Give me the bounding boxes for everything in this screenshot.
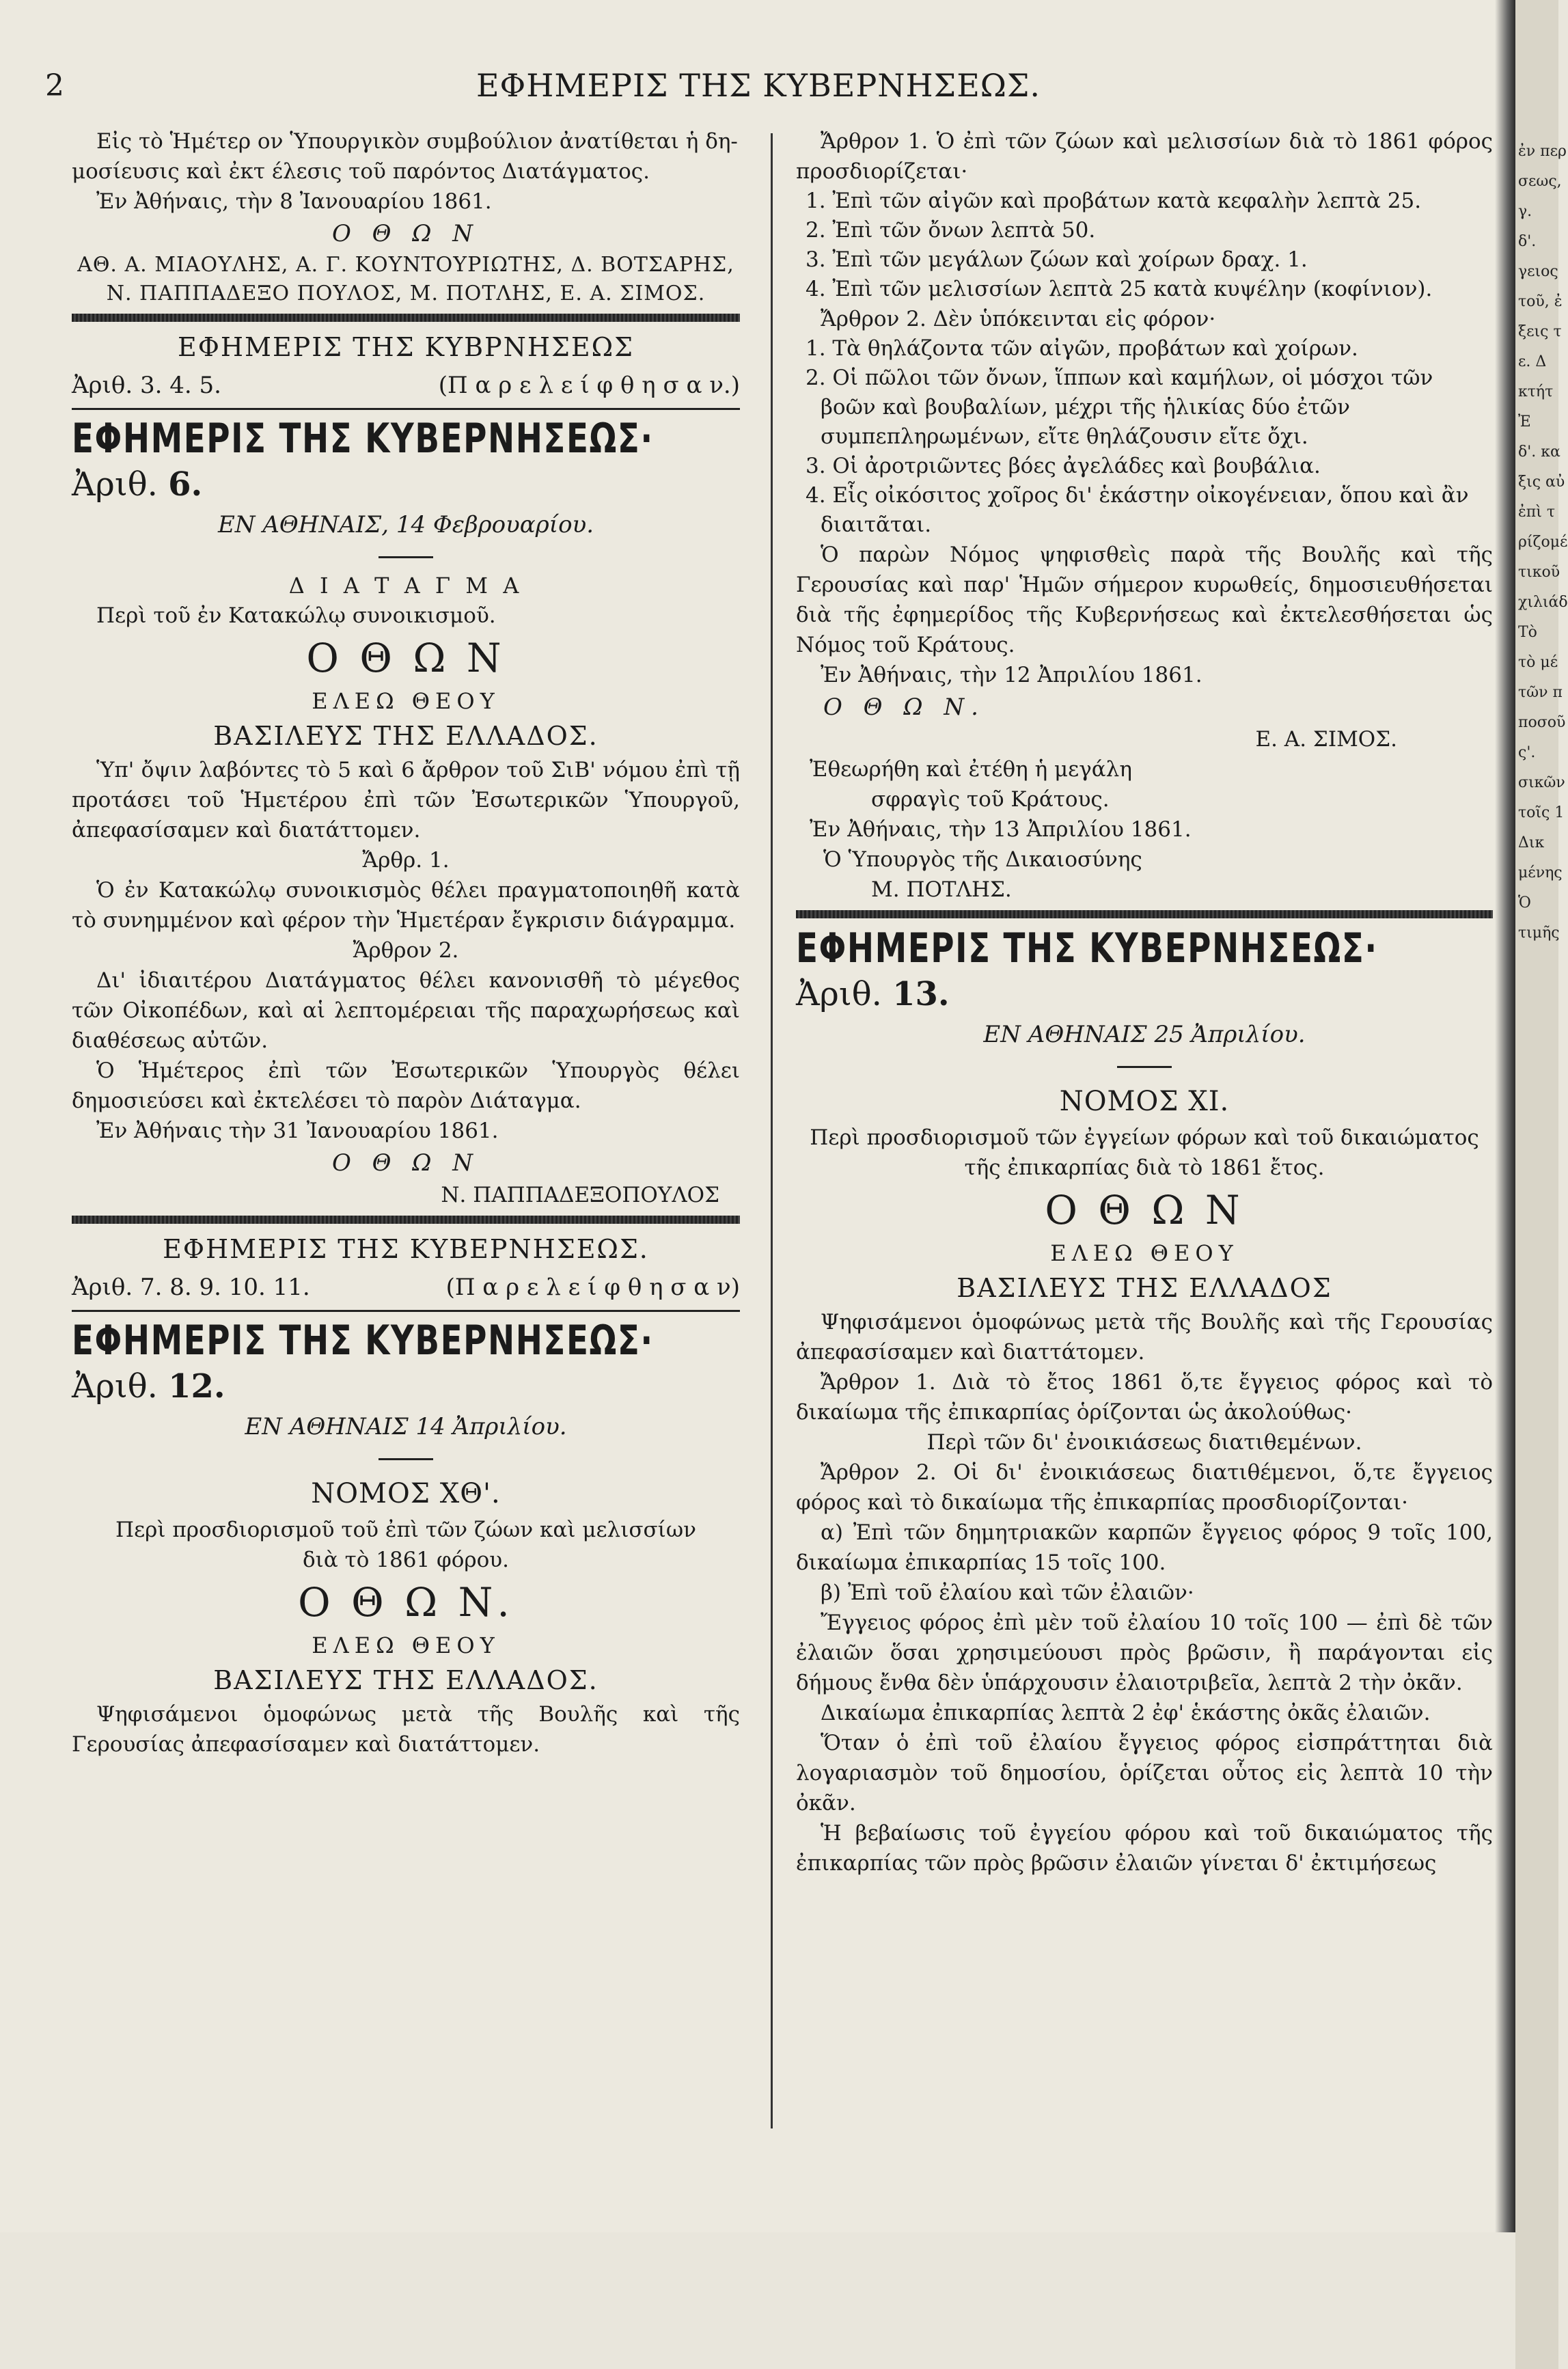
issue12-othon: Ο Θ Ω Ν.: [298, 1579, 514, 1626]
omitted2-numbers: Ἀριθ. 7. 8. 9. 10. 11.: [72, 1274, 310, 1301]
issue12-king: ΒΑΣΙΛΕΥΣ ΤΗΣ ΕΛΛΑΔΟΣ.: [213, 1665, 599, 1695]
intro-signatories-1: ΑΘ. Α. ΜΙΑΟΥΛΗΣ, Α. Γ. ΚΟΥΝΤΟΥΡΙΩΤΗΣ, Δ. ΒΟΤΣΑΡΗΣ,: [77, 253, 734, 277]
law-xth-list1: [796, 187, 1493, 304]
issue13-item-b: β) Ἐπὶ τοῦ ἐλαίου καὶ τῶν ἐλαιῶν·: [821, 1580, 1194, 1605]
edge-fragment: Δικ: [1518, 834, 1545, 851]
issue13-subject-2: τῆς ἐπικαρπίας διὰ τὸ 1861 ἔτος.: [964, 1155, 1325, 1180]
edge-fragment: τοῦ, ἐ: [1518, 293, 1563, 310]
issue12-elew-theou: ΕΛΕΩ ΘΕΟΥ: [312, 1632, 500, 1658]
edge-fragment: σικῶν: [1518, 774, 1565, 791]
intro-line2: μοσίευσις καὶ ἐκτ έλεσις τοῦ παρόντος Διατάγματος.: [72, 159, 650, 184]
issue13-number-value: 13.: [892, 975, 950, 1013]
edge-fragment: Ὁ: [1518, 894, 1531, 912]
list-item: 1. Τὰ θηλάζοντα τῶν αἰγῶν, προβάτων καὶ χοίρων.: [806, 336, 1358, 361]
issue13-subject-1: Περὶ προσδιορισμοῦ τῶν ἐγγείων φόρων καὶ τοῦ δικαιώματος: [810, 1125, 1479, 1150]
header-title: ΕΦΗΜΕΡΙΣ ΤΗΣ ΚΥΒΕΡΝΗΣΕΩΣ.: [476, 67, 1041, 104]
issue13-item-a: α) Ἐπὶ τῶν δημητριακῶν καρπῶν ἔγγειος φόρος 9 τοῖς 100, δικαίωμα ἐπικαρπίας 15 τοῖς 100.: [796, 1520, 1493, 1575]
edge-fragment: χιλιάδ: [1518, 594, 1568, 611]
omitted2-note: (Π α ρ ε λ ε ί φ θ η σ α ν): [445, 1274, 740, 1301]
omitted1-note: (Π α ρ ε λ ε ί φ θ η σ α ν.): [438, 372, 740, 399]
issue6-dateline: ΕΝ ΑΘΗΝΑΙΣ, 14 Φεβρουαρίου.: [217, 511, 594, 538]
issue12-subject-1: Περὶ προσδιορισμοῦ τοῦ ἐπὶ τῶν ζώων καὶ μελισσίων: [115, 1518, 696, 1542]
issue13-art1: Ἄρθρον 1. Διὰ τὸ ἔτος 1861 ὅ,τε ἔγγειος φόρος καὶ τὸ δικαίωμα τῆς ἐπικαρπίας ὁρίζονται ὡς ἀκολούθως·: [796, 1370, 1493, 1425]
law-xth-seal-minister-2: Μ. ΠΟΤΛΗΣ.: [871, 877, 1012, 902]
omitted1-numbers: Ἀριθ. 3. 4. 5.: [72, 372, 221, 399]
edge-fragment: ἐπὶ τ: [1518, 504, 1556, 521]
issue12-number-value: 12.: [168, 1367, 225, 1406]
left-column: [72, 126, 740, 1759]
issue13-preamble: Ψηφισάμενοι ὁμοφώνως μετὰ τῆς Βουλῆς καὶ τῆς Γερουσίας ἀπεφασίσαμεν καὶ διαττάτομεν.: [796, 1310, 1493, 1365]
law-xth-art1: Ἄρθρον 1. Ὁ ἐπὶ τῶν ζώων καὶ μελισσίων διὰ τὸ 1861 φόρος προσδιορίζεται·: [796, 129, 1493, 184]
edge-fragment: τὸ μέ: [1518, 654, 1558, 671]
issue6-king: ΒΑΣΙΛΕΥΣ ΤΗΣ ΕΛΛΑΔΟΣ.: [213, 721, 599, 751]
issue6-number-label: Ἀριθ.: [72, 465, 158, 504]
issue13-art2: Ἄρθρον 2. Οἱ δι' ἐνοικιάσεως διατιθέμενοι, ὅ,τε ἔγγειος φόρος καὶ τὸ δικαίωμα τῆς ἐπικαρπίας προσδιορίζονται·: [796, 1460, 1493, 1515]
omitted1-row: [72, 367, 740, 404]
issue6-heading: Δ Ι Α Τ Α Γ Μ Α: [288, 573, 523, 599]
issue13-dateline: ΕΝ ΑΘΗΝΑΙΣ 25 Ἀπριλίου.: [983, 1021, 1306, 1048]
section-rule: [72, 1310, 740, 1312]
short-rule: [379, 556, 433, 558]
column-divider: [771, 133, 773, 2128]
issue13-item-b-text: Ἔγγειος φόρος ἐπὶ μὲν τοῦ ἐλαίου 10 τοῖς 100 — ἐπὶ δὲ τῶν ἐλαιῶν ὅσαι χρησιμεύουσι πρὸς βρῶσιν, ἢ παράγονται εἰς δήμους ἔνθα δὲν ὑπάρχουσιν ἐλαιοτριβεῖα, λεπτὰ 2 τὴν ὀκᾶν.: [796, 1611, 1493, 1695]
list-item: 4. Εἷς οἰκόσιτος χοῖρος δι' ἑκάστην οἰκογένειαν, ὅπου καὶ ἂν διαιτᾶται.: [806, 483, 1469, 537]
law-xth-seal-1: Ἐθεωρήθη καὶ ἐτέθη ἡ μεγάλη: [810, 757, 1132, 782]
edge-fragment: κτήτ: [1518, 383, 1554, 400]
page-gutter-shadow: [1495, 0, 1515, 2232]
law-xth-art2: Ἄρθρον 2. Δὲν ὑπόκεινται εἰς φόρον·: [821, 307, 1216, 331]
issue12-subject-2: διὰ τὸ 1861 φόρου.: [303, 1548, 509, 1572]
intro-line1: Εἰς τὸ Ἡμέτερ ον Ὑπουργικὸν συμβούλιον ἀνατίθεται ἡ δη-: [96, 129, 738, 154]
omitted1-title: ΕΦΗΜΕΡΙΣ ΤΗΣ ΚΥΒΡΝΗΣΕΩΣ: [178, 332, 634, 362]
edge-fragment: σεως,: [1518, 173, 1562, 190]
list-item: 3. Οἱ ἀροτριῶντες βόες ἀγελάδες καὶ βουβάλια.: [806, 454, 1321, 478]
short-rule: [1117, 1066, 1172, 1068]
edge-fragment: ποσοῦ: [1518, 714, 1566, 731]
edge-fragment: τοῖς 1: [1518, 804, 1565, 821]
edge-fragment: ἐν περ: [1518, 143, 1567, 160]
law-xth-seal-minister-1: Ὁ Ὑπουργὸς τῆς Δικαιοσύνης: [823, 847, 1142, 872]
edge-fragment: γ.: [1518, 203, 1532, 220]
section-rule: [72, 1216, 740, 1224]
omitted2-title: ΕΦΗΜΕΡΙΣ ΤΗΣ ΚΥΒΕΡΝΗΣΕΩΣ.: [163, 1234, 649, 1264]
issue13-item-b-text2: Δικαίωμα ἐπικαρπίας λεπτὰ 2 ἐφ' ἑκάστης ὀκᾶς ἐλαιῶν.: [821, 1701, 1431, 1725]
issue6-date: Ἐν Ἀθήναις τὴν 31 Ἰανουαρίου 1861.: [96, 1119, 499, 1143]
intro-signatories-2: Ν. ΠΑΠΠΑΔΕΞΟ ΠΟΥΛΟΣ, Μ. ΠΟΤΛΗΣ, Ε. Α. ΣΙΜΟΣ.: [106, 282, 706, 305]
edge-fragment: ξεις τ: [1518, 323, 1562, 340]
edge-fragment: ξις αὐ: [1518, 474, 1565, 491]
issue6-title: ΕΦΗΜΕΡΙΣ ΤΗΣ ΚΥΒΕΡΝΗΣΕΩΣ·: [72, 415, 654, 463]
law-xth-seal-2: σφραγὶς τοῦ Κράτους.: [871, 787, 1110, 812]
list-item: 2. Ἐπὶ τῶν ὄνων λεπτὰ 50.: [806, 218, 1096, 243]
issue13-number-label: Ἀριθ.: [796, 975, 882, 1013]
issue6-number-value: 6.: [168, 465, 203, 504]
edge-fragment: ε. Δ: [1518, 353, 1547, 370]
law-xth-date: Ἐν Ἀθήναις, τὴν 12 Ἀπριλίου 1861.: [821, 663, 1202, 687]
adjacent-page-edge: [1515, 0, 1568, 2369]
issue12-title: ΕΦΗΜΕΡΙΣ ΤΗΣ ΚΥΒΕΡΝΗΣΕΩΣ·: [72, 1317, 654, 1365]
section-rule: [72, 314, 740, 322]
list-item: 3. Ἐπὶ τῶν μεγάλων ζώων καὶ χοίρων δραχ. 1.: [806, 247, 1308, 272]
issue6-art1-label: Ἄρθρ. 1.: [362, 848, 450, 873]
edge-fragment: τῶν π: [1518, 684, 1563, 701]
issue6-othon-sign: Ο Θ Ω Ν: [331, 1149, 480, 1177]
issue6-art3: Ὁ Ἡμέτερος ἐπὶ τῶν Ἐσωτερικῶν Ὑπουργὸς θέλει δημοσιεύσει καὶ ἐκτελέσει τὸ παρὸν Διάταγμα.: [72, 1058, 740, 1113]
issue6-preamble: Ὑπ' ὄψιν λαβόντες τὸ 5 καὶ 6 ἄρθρον τοῦ ΣιΒ' νόμου ἐπὶ τῇ προτάσει τοῦ Ἡμετέρου ἐπὶ τῶν Ἐσωτερικῶν Ὑπουργοῦ, ἀπεφασίσαμεν καὶ διατάττομεν.: [72, 758, 740, 843]
edge-fragment: ς'.: [1518, 744, 1536, 761]
intro-date: Ἐν Ἀθήναις, τὴν 8 Ἰανουαρίου 1861.: [96, 189, 492, 214]
issue6-minister: Ν. ΠΑΠΠΑΔΕΞΟΠΟΥΛΟΣ: [441, 1183, 719, 1207]
short-rule: [379, 1458, 433, 1460]
issue12-number-label: Ἀριθ.: [72, 1367, 158, 1406]
issue6-art2: Δι' ἰδιαιτέρου Διατάγματος θέλει κανονισθῆ τὸ μέγεθος τῶν Οἰκοπέδων, καὶ αἱ λεπτομέρειαι τῆς παραχωρήσεως καὶ διαθέσεως αὐτῶν.: [72, 968, 740, 1053]
edge-fragment: δ'. κα: [1518, 443, 1560, 461]
issue13-item-b-text4: Ἡ βεβαίωσις τοῦ ἐγγείου φόρου καὶ τοῦ δικαιώματος τῆς ἐπικαρπίας τῶν πρὸς βρῶσιν ἐλαιῶν γίνεται δ' ἐκτιμήσεως: [796, 1821, 1493, 1876]
list-item: 4. Ἐπὶ τῶν μελισσίων λεπτὰ 25 κατὰ κυψέλην (κοφίνιον).: [806, 277, 1433, 301]
issue6-number: [72, 463, 740, 506]
law-xth-othon: Ο Θ Ω Ν.: [823, 694, 985, 721]
edge-fragment: τικοῦ: [1518, 564, 1560, 581]
issue6-art2-label: Ἄρθρον 2.: [353, 938, 459, 963]
edge-fragment: Τὸ: [1518, 624, 1537, 641]
issue12-preamble: Ψηφισάμενοι ὁμοφώνως μετὰ τῆς Βουλῆς καὶ τῆς Γερουσίας ἀπεφασίσαμεν καὶ διατάττομεν.: [72, 1702, 740, 1757]
issue13-elew-theou: ΕΛΕΩ ΘΕΟΥ: [1050, 1240, 1239, 1266]
page-number: 2: [45, 68, 64, 103]
edge-fragment: δ'.: [1518, 233, 1537, 250]
right-column: [796, 126, 1493, 1878]
law-xth-closing: Ὁ παρὼν Νόμος ψηφισθεὶς παρὰ τῆς Βουλῆς καὶ τῆς Γερουσίας καὶ παρ' Ἡμῶν σήμερον κυρωθείς, δημοσιευθήσεται διὰ τῆς ἐφημερίδος τῆς Κυβερνήσεως καὶ ἐκτελεσθήσεται ὡς Νόμος τοῦ Κράτους.: [796, 543, 1493, 657]
intro-othon: Ο Θ Ω Ν: [331, 220, 480, 247]
issue12-law: ΝΟΜΟΣ ΧΘ'.: [311, 1478, 501, 1509]
issue13-item-b-text3: Ὅταν ὁ ἐπὶ τοῦ ἐλαίου ἔγγειος φόρος εἰσπράττηται διὰ λογαριασμὸν τοῦ δημοσίου, ὁρίζεται οὗτος εἰς λεπτὰ 10 τὴν ὀκᾶν.: [796, 1731, 1493, 1816]
issue6-othon: Ο Θ Ω Ν: [306, 635, 506, 681]
issue6-art1: Ὁ ἐν Κατακώλῳ συνοικισμὸς θέλει πραγματοποιηθῆ κατὰ τὸ συνημμένον καὶ φέρον τὴν Ἡμετέραν ἔγκρισιν διάγραμμα.: [72, 878, 740, 933]
issue13-othon: Ο Θ Ω Ν: [1045, 1187, 1244, 1233]
edge-fragment: γειος: [1518, 263, 1558, 280]
issue6-subject: Περὶ τοῦ ἐν Κατακώλῳ συνοικισμοῦ.: [96, 603, 496, 628]
issue12-number: [72, 1365, 740, 1408]
section-rule: [796, 910, 1493, 918]
issue13-king: ΒΑΣΙΛΕΥΣ ΤΗΣ ΕΛΛΑΔΟΣ: [957, 1273, 1332, 1303]
law-xth-list2: [796, 334, 1493, 540]
section-rule: [72, 408, 740, 410]
issue13-title: ΕΦΗΜΕΡΙΣ ΤΗΣ ΚΥΒΕΡΝΗΣΕΩΣ·: [796, 925, 1378, 972]
edge-fragment: μένης: [1518, 864, 1563, 881]
law-xth-minister: Ε. Α. ΣΙΜΟΣ.: [1255, 727, 1397, 752]
issue13-sub1: Περὶ τῶν δι' ἐνοικιάσεως διατιθεμένων.: [926, 1430, 1362, 1455]
omitted2-row: [72, 1269, 740, 1306]
edge-fragment: ρίζομέ: [1518, 534, 1568, 551]
edge-fragment: Ἐ: [1518, 413, 1531, 430]
issue6-elew-theou: ΕΛΕΩ ΘΕΟΥ: [312, 688, 500, 714]
issue13-number: [796, 973, 1493, 1015]
list-item: 1. Ἐπὶ τῶν αἰγῶν καὶ προβάτων κατὰ κεφαλὴν λεπτὰ 25.: [806, 189, 1422, 213]
running-header: [41, 61, 1476, 102]
issue13-law: ΝΟΜΟΣ ΧΙ.: [1059, 1086, 1230, 1117]
edge-fragment: τιμῆς: [1518, 925, 1560, 942]
issue12-dateline: ΕΝ ΑΘΗΝΑΙΣ 14 Ἀπριλίου.: [245, 1413, 567, 1440]
law-xth-seal-date: Ἐν Ἀθήναις, τὴν 13 Ἀπριλίου 1861.: [810, 817, 1192, 842]
list-item: 2. Οἱ πῶλοι τῶν ὄνων, ἵππων καὶ καμήλων, οἱ μόσχοι τῶν βοῶν καὶ βουβαλίων, μέχρι τῆς ἡλικίας δύο ἐτῶν συμπεπληρωμένων, εἴτε θηλάζουσιν εἴτε ὄχι.: [806, 366, 1433, 449]
